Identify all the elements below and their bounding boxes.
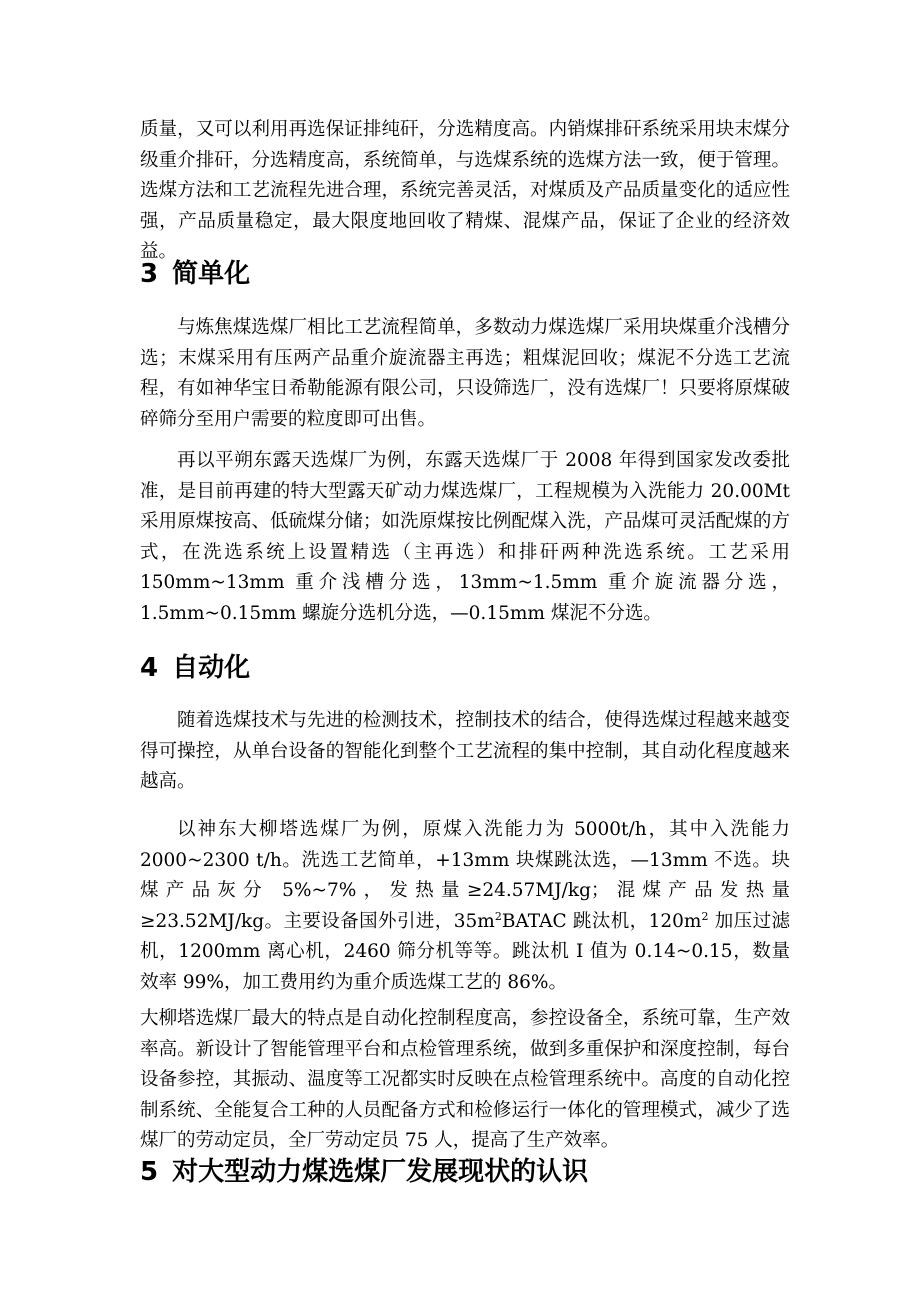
paragraph-text: BATAC 跳汰机，120m bbox=[501, 910, 702, 932]
paragraph-daliuta-example bbox=[140, 815, 790, 998]
section-heading-3 bbox=[140, 257, 250, 291]
paragraph-simplification: 与炼焦煤选煤厂相比工艺流程简单，多数动力煤选煤厂采用块煤重介浅槽分选；末煤采用有压两产品重介旋流器主再选；粗煤泥回收；煤泥不分选工艺流程，有如神华宝日希勒能源有限公司，只设筛选厂，没有选煤厂！只要将原煤破碎筛分至用户需要的粒度即可出售。 bbox=[140, 317, 790, 430]
paragraph-text: 加压过滤机，1200mm 离心机，2460 筛分机等等。跳汰机 I 值为 0.14~0.15，数量效率 99%，加工费用约为重介质选煤工艺的 86%。 bbox=[140, 910, 790, 993]
paragraph-pingshuo-example: 再以平朔东露天选煤厂为例，东露天选煤厂于 2008 年得到国家发改委批准，是目前再建的特大型露天矿动力煤选煤厂，工程规模为入洗能力 20.00Mt 采用原煤按高、低硫煤分储；如洗原煤按比例配煤入洗，产品煤可灵活配煤的方式，在洗选系统上设置精选（主再选）和排矸两种洗选系统。工艺采用 150mm~13mm 重介浅槽分选，13mm~1.5mm 重介旋流器分选，1.5mm~0.15mm 螺旋分选机分选，—0.15mm 煤泥不分选。 bbox=[140, 450, 790, 624]
paragraph-text: 以神东大柳塔选煤厂为例，原煤入洗能力为 5000t/h，其中入洗能力 2000~2300 t/h。洗选工艺简单，+13mm 块煤跳汰选，—13mm 不选。块煤产品灰分 5%~7%，发热量≥24.57MJ/kg；混煤产品发热量≥23.52MJ/kg。主要设备国外引进，35m bbox=[140, 819, 790, 932]
section-number: 4 bbox=[140, 653, 159, 683]
paragraph-intro-continued: 质量，又可以利用再选保证排纯矸，分选精度高。内销煤排矸系统采用块末煤分级重介排矸，分选精度高，系统简单，与选煤系统的选煤方法一致，便于管理。选煤方法和工艺流程先进合理，系统完善灵活，对煤质及产品质量变化的适应性强，产品质量稳定，最大限度地回收了精煤、混煤产品，保证了企业的经济效益。 bbox=[140, 119, 790, 262]
paragraph-automation: 随着选煤技术与先进的检测技术，控制技术的结合，使得选煤过程越来越变得可操控，从单台设备的智能化到整个工艺流程的集中控制，其自动化程度越来越高。 bbox=[140, 710, 790, 792]
paragraph-daliuta-features: 大柳塔选煤厂最大的特点是自动化控制程度高，参控设备全，系统可靠，生产效率高。新设计了智能管理平台和点检管理系统，做到多重保护和深度控制，每台设备参控，其振动、温度等工况都实时反映在点检管理系统中。高度的自动化控制系统、全能复合工种的人员配备方式和检修运行一体化的管理模式，减少了选煤厂的劳动定员，全厂劳动定员 75 人，提高了生产效率。 bbox=[140, 1008, 790, 1151]
superscript: 2 bbox=[701, 909, 709, 923]
section-title: 自动化 bbox=[172, 653, 251, 683]
section-number: 5 bbox=[140, 1157, 159, 1187]
section-heading-5 bbox=[140, 1155, 588, 1189]
section-number: 3 bbox=[140, 259, 159, 289]
section-title: 对大型动力煤选煤厂发展现状的认识 bbox=[172, 1157, 589, 1187]
superscript: 2 bbox=[494, 909, 502, 923]
section-title: 简单化 bbox=[172, 259, 251, 289]
section-heading-4 bbox=[140, 651, 250, 685]
